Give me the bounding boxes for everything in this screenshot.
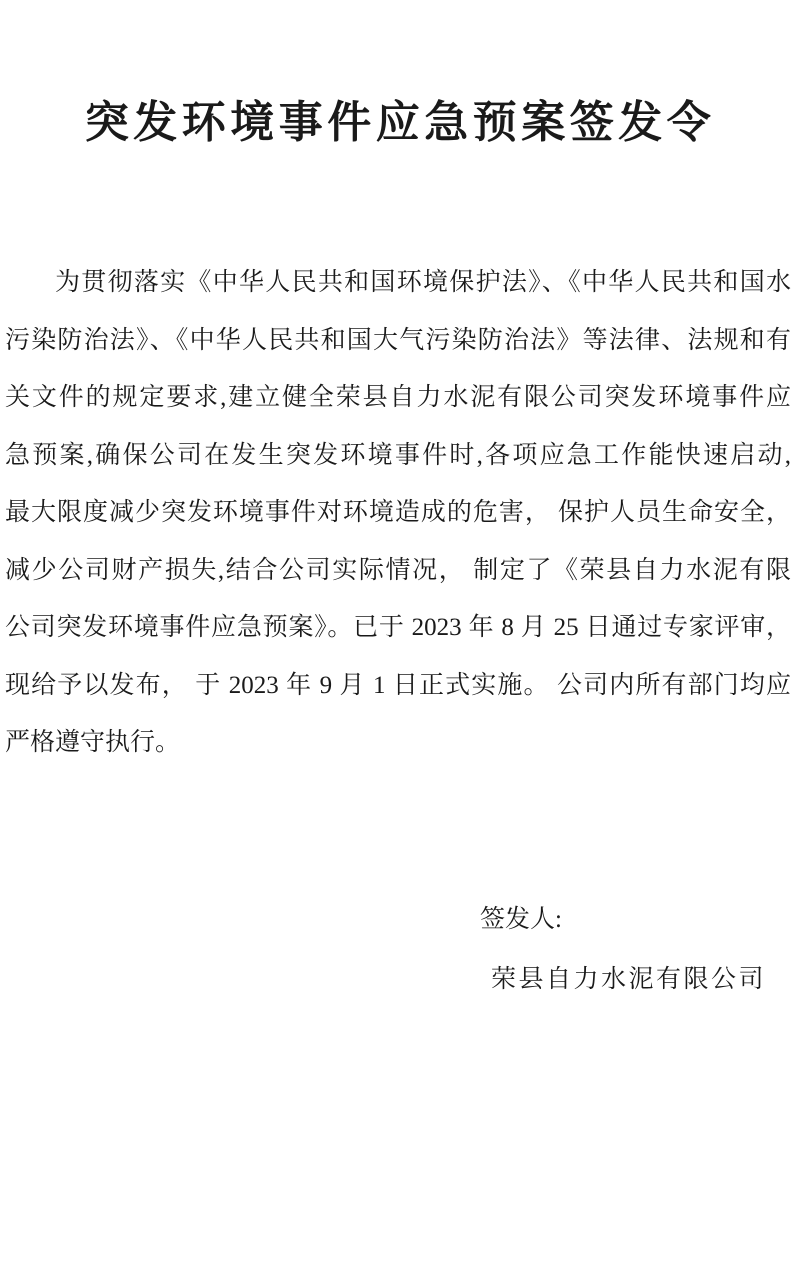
- company-name: 荣县自力水泥有限公司: [491, 966, 767, 993]
- body-line: 为贯彻落实《中华人民共和国环境保护法》、《中华人民共和国水: [55, 269, 791, 296]
- signer-label: 签发人:: [480, 906, 562, 933]
- document-title: 突发环境事件应急预案签发令: [84, 98, 716, 147]
- body-paragraph: [5, 254, 791, 772]
- body-line: 污染防治法》、《中华人民共和国大气污染防治法》等法律、法规和有: [5, 326, 791, 354]
- body-line: 严格遵守执行。: [5, 729, 181, 756]
- body-line: 急预案,确保公司在发生突发环境事件时,各项应急工作能快速启动,: [5, 441, 791, 469]
- body-line: 现给予以发布， 于 2023 年 9 月 1 日正式实施。 公司内所有部门均应: [5, 671, 791, 699]
- body-line: 公司突发环境事件应急预案》。已于 2023 年 8 月 25 日通过专家评审，: [5, 614, 791, 641]
- body-line: 减少公司财产损失,结合公司实际情况， 制定了《荣县自力水泥有限: [5, 556, 791, 584]
- body-line: 关文件的规定要求,建立健全荣县自力水泥有限公司突发环境事件应: [5, 384, 791, 411]
- body-line: 最大限度减少突发环境事件对环境造成的危害， 保护人员生命安全，: [5, 499, 791, 526]
